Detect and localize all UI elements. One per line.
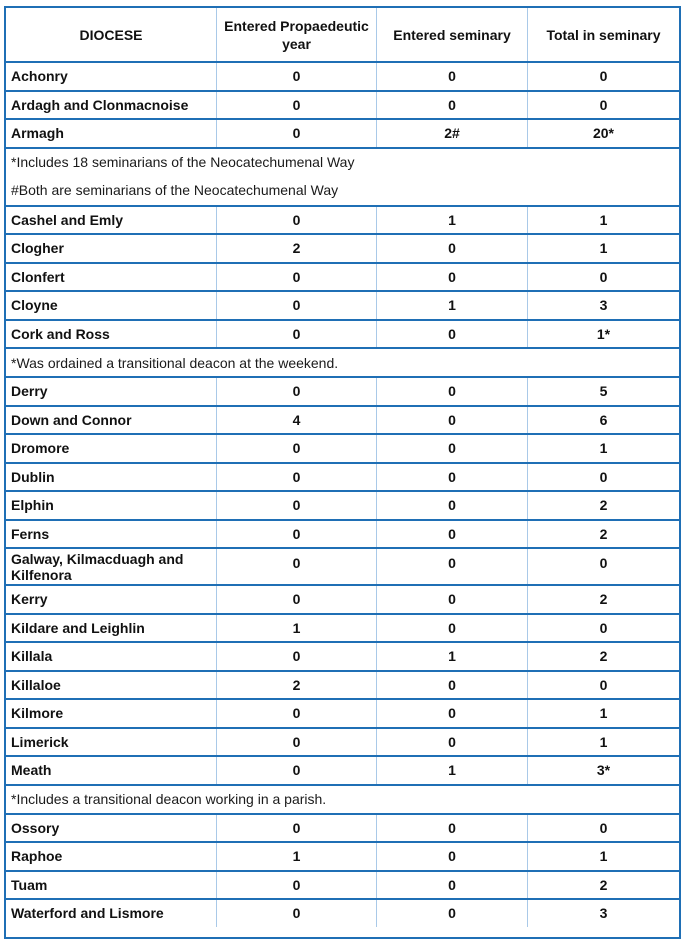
entered-propaedeutic-cell: 0: [216, 549, 376, 584]
table-row: [6, 290, 679, 319]
table-row: [6, 490, 679, 519]
entered-seminary-cell: 0: [376, 843, 527, 870]
table-row: [6, 898, 679, 927]
seminary-table: [4, 6, 681, 939]
entered-seminary-cell: 0: [376, 492, 527, 519]
diocese-cell: Ardagh and Clonmacnoise: [11, 96, 189, 113]
total-in-seminary-cell: 0: [527, 615, 679, 642]
entered-propaedeutic-cell: 0: [216, 378, 376, 405]
entered-propaedeutic-cell: 4: [216, 407, 376, 434]
total-in-seminary-cell: 1*: [527, 321, 679, 348]
entered-seminary-cell: 0: [376, 521, 527, 548]
table-row: [6, 519, 679, 548]
total-in-seminary-cell: 2: [527, 492, 679, 519]
diocese-cell: Tuam: [11, 876, 48, 893]
total-in-seminary-cell: 1: [527, 700, 679, 727]
diocese-cell: Kerry: [11, 591, 48, 608]
diocese-cell: Raphoe: [11, 848, 63, 865]
diocese-cell: Meath: [11, 762, 52, 779]
diocese-cell: Clonfert: [11, 268, 65, 285]
diocese-cell: Limerick: [11, 733, 69, 750]
diocese-cell: Killaloe: [11, 676, 61, 693]
table-row: [6, 90, 679, 119]
entered-propaedeutic-cell: 2: [216, 672, 376, 699]
table-row: [6, 376, 679, 405]
footnote-row: *Includes a transitional deacon working in a parish.: [6, 784, 679, 813]
footnote-row: *Was ordained a transitional deacon at the weekend.: [6, 347, 679, 376]
diocese-cell: Killala: [11, 648, 53, 665]
diocese-cell: Galway, Kilmacduagh and Kilfenora: [11, 550, 184, 583]
diocese-cell: Armagh: [11, 125, 64, 142]
entered-propaedeutic-cell: 0: [216, 757, 376, 784]
diocese-cell: Kildare and Leighlin: [11, 619, 145, 636]
entered-seminary-cell: 0: [376, 435, 527, 462]
total-in-seminary-cell: 0: [527, 264, 679, 291]
diocese-cell: Ossory: [11, 819, 60, 836]
diocese-cell: Elphin: [11, 497, 54, 514]
entered-seminary-cell: 0: [376, 615, 527, 642]
table-row: [6, 584, 679, 613]
total-in-seminary-cell: 0: [527, 464, 679, 491]
table-row: [6, 841, 679, 870]
entered-propaedeutic-cell: 0: [216, 92, 376, 119]
entered-propaedeutic-cell: 0: [216, 264, 376, 291]
entered-seminary-cell: 2#: [376, 120, 527, 147]
entered-propaedeutic-cell: 1: [216, 615, 376, 642]
entered-propaedeutic-cell: 1: [216, 843, 376, 870]
diocese-cell: Down and Connor: [11, 411, 132, 428]
entered-seminary-cell: 0: [376, 321, 527, 348]
entered-propaedeutic-cell: 0: [216, 872, 376, 899]
header-entered-propaedeutic: Entered Propaedeutic year: [216, 8, 376, 61]
entered-propaedeutic-cell: 0: [216, 815, 376, 842]
total-in-seminary-cell: 6: [527, 407, 679, 434]
header-diocese: DIOCESE: [79, 26, 143, 43]
entered-seminary-cell: 0: [376, 815, 527, 842]
total-in-seminary-cell: 3: [527, 292, 679, 319]
total-in-seminary-cell: 1: [527, 235, 679, 262]
table-row: [6, 61, 679, 90]
footnote-row: *Includes 18 seminarians of the Neocatechumenal Way: [6, 147, 679, 176]
total-in-seminary-cell: 0: [527, 672, 679, 699]
total-in-seminary-cell: 0: [527, 815, 679, 842]
footnote-row: #Both are seminarians of the Neocatechumenal Way: [11, 182, 339, 198]
total-in-seminary-cell: 0: [527, 549, 679, 584]
entered-seminary-cell: 0: [376, 235, 527, 262]
diocese-cell: Waterford and Lismore: [11, 905, 164, 922]
entered-seminary-cell: 0: [376, 872, 527, 899]
entered-propaedeutic-cell: 0: [216, 292, 376, 319]
total-in-seminary-cell: 1: [527, 207, 679, 234]
total-in-seminary-cell: 2: [527, 872, 679, 899]
entered-seminary-cell: 0: [376, 729, 527, 756]
entered-propaedeutic-cell: 0: [216, 729, 376, 756]
entered-propaedeutic-cell: 0: [216, 435, 376, 462]
entered-propaedeutic-cell: 0: [216, 464, 376, 491]
entered-seminary-cell: 0: [376, 672, 527, 699]
diocese-cell: Dublin: [11, 468, 55, 485]
total-in-seminary-cell: 1: [527, 729, 679, 756]
entered-seminary-cell: 0: [376, 464, 527, 491]
table-header-row: [6, 8, 679, 61]
table-row: [6, 118, 679, 147]
entered-seminary-cell: 1: [376, 207, 527, 234]
table-row: [6, 641, 679, 670]
diocese-cell: Kilmore: [11, 705, 64, 722]
entered-propaedeutic-cell: 0: [216, 321, 376, 348]
entered-propaedeutic-cell: 0: [216, 900, 376, 927]
table-row: [6, 433, 679, 462]
total-in-seminary-cell: 1: [527, 435, 679, 462]
table-row: [6, 870, 679, 899]
table-row: [6, 547, 679, 584]
entered-seminary-cell: 0: [376, 264, 527, 291]
table-row: [6, 319, 679, 348]
entered-propaedeutic-cell: 0: [216, 207, 376, 234]
entered-propaedeutic-cell: 0: [216, 586, 376, 613]
header-total-in-seminary: Total in seminary: [527, 8, 679, 61]
table-row: [6, 462, 679, 491]
diocese-cell: Clogher: [11, 240, 64, 257]
table-row: [6, 727, 679, 756]
entered-seminary-cell: 1: [376, 757, 527, 784]
diocese-cell: Cork and Ross: [11, 325, 110, 342]
diocese-cell: Achonry: [11, 68, 68, 85]
entered-seminary-cell: 0: [376, 700, 527, 727]
entered-seminary-cell: 0: [376, 900, 527, 927]
diocese-cell: Derry: [11, 383, 48, 400]
entered-propaedeutic-cell: 0: [216, 700, 376, 727]
entered-propaedeutic-cell: 0: [216, 120, 376, 147]
total-in-seminary-cell: 0: [527, 92, 679, 119]
diocese-cell: Dromore: [11, 440, 70, 457]
total-in-seminary-cell: 20*: [527, 120, 679, 147]
total-in-seminary-cell: 1: [527, 843, 679, 870]
diocese-cell: Cashel and Emly: [11, 211, 124, 228]
table-row: [6, 405, 679, 434]
entered-seminary-cell: 0: [376, 378, 527, 405]
total-in-seminary-cell: 5: [527, 378, 679, 405]
total-in-seminary-cell: 2: [527, 586, 679, 613]
entered-seminary-cell: 1: [376, 643, 527, 670]
entered-seminary-cell: 0: [376, 92, 527, 119]
entered-seminary-cell: 0: [376, 549, 527, 584]
table-row: [6, 670, 679, 699]
diocese-cell: Ferns: [11, 525, 50, 542]
header-entered-seminary: Entered seminary: [376, 8, 527, 61]
table-row: [6, 813, 679, 842]
total-in-seminary-cell: 2: [527, 521, 679, 548]
total-in-seminary-cell: 3*: [527, 757, 679, 784]
table-row: [6, 613, 679, 642]
entered-propaedeutic-cell: 0: [216, 63, 376, 90]
total-in-seminary-cell: 0: [527, 63, 679, 90]
entered-seminary-cell: 0: [376, 407, 527, 434]
entered-propaedeutic-cell: 0: [216, 643, 376, 670]
entered-seminary-cell: 1: [376, 292, 527, 319]
entered-propaedeutic-cell: 0: [216, 521, 376, 548]
diocese-cell: Cloyne: [11, 297, 58, 314]
table-row: [6, 205, 679, 234]
table-row: [6, 262, 679, 291]
entered-propaedeutic-cell: 0: [216, 492, 376, 519]
table-row: [6, 233, 679, 262]
total-in-seminary-cell: 3: [527, 900, 679, 927]
table-row: [6, 755, 679, 784]
entered-seminary-cell: 0: [376, 586, 527, 613]
table-row: [6, 698, 679, 727]
entered-propaedeutic-cell: 2: [216, 235, 376, 262]
entered-seminary-cell: 0: [376, 63, 527, 90]
total-in-seminary-cell: 2: [527, 643, 679, 670]
